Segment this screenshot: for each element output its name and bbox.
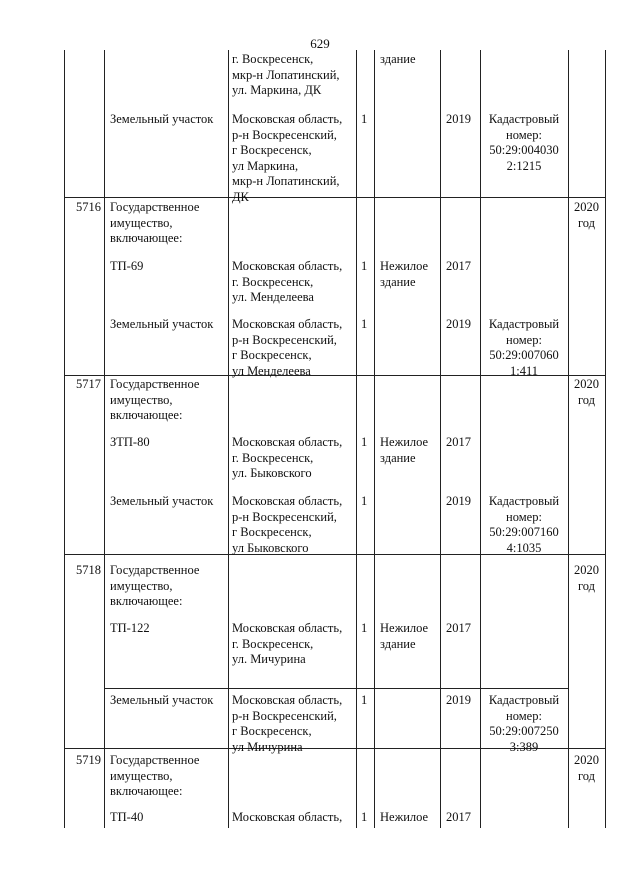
type-cell: Нежилое здание (380, 621, 429, 651)
type-cell: Нежилое (380, 810, 429, 824)
name-cell: Земельный участок (110, 112, 214, 126)
record-id: 5716 (76, 200, 101, 214)
record-id: 5719 (76, 753, 101, 767)
qty-cell: 1 (361, 810, 368, 824)
name-cell: ЗТП-80 (110, 435, 150, 449)
column-line (104, 50, 105, 828)
group-cell: Государственное имущество, включающее: (110, 377, 200, 422)
year-cell: 2017 (446, 810, 471, 824)
address-cell: г. Воскресенск, мкр-н Лопатинский, ул. Маркина, ДК (232, 52, 340, 97)
column-line (64, 50, 65, 828)
type-cell: Нежилое здание (380, 435, 429, 465)
type-cell: Нежилое здание (380, 259, 429, 289)
year-cell: 2019 (446, 494, 471, 508)
column-line (356, 50, 357, 828)
address-cell: Московская область, р-н Воскресенский, г Воскресенск, ул Маркина, мкр-н Лопатинский, ДК (232, 112, 343, 204)
year-cell: 2019 (446, 693, 471, 707)
type-cell: здание (380, 52, 416, 66)
name-cell: Земельный участок (110, 693, 214, 707)
year-cell: 2017 (446, 621, 471, 635)
column-line (568, 50, 569, 828)
column-line (440, 50, 441, 828)
year-cell: 2019 (446, 317, 471, 331)
column-line (374, 50, 375, 828)
column-line (228, 50, 229, 828)
date-cell: 2020 год (574, 377, 599, 407)
qty-cell: 1 (361, 693, 368, 707)
year-cell: 2017 (446, 259, 471, 273)
address-cell: Московская область, р-н Воскресенский, г Воскресенск, ул Менделеева (232, 317, 343, 378)
date-cell: 2020 год (574, 563, 599, 593)
page-number: 629 (310, 36, 330, 51)
group-cell: Государственное имущество, включающее: (110, 563, 200, 608)
note-cell: Кадастровый номер: 50:29:007060 1:411 (488, 317, 560, 378)
address-cell: Московская область, (232, 810, 343, 824)
address-cell: Московская область, р-н Воскресенский, г Воскресенск, ул Быковского (232, 494, 343, 555)
column-line (480, 50, 481, 828)
record-id: 5718 (76, 563, 101, 577)
address-cell: Московская область, г. Воскресенск, ул. Мичурина (232, 621, 343, 666)
qty-cell: 1 (361, 621, 368, 635)
name-cell: Земельный участок (110, 317, 214, 331)
year-cell: 2017 (446, 435, 471, 449)
row-line (104, 688, 568, 689)
note-cell: Кадастровый номер: 50:29:004030 2:1215 (488, 112, 560, 173)
note-cell: Кадастровый номер: 50:29:007250 3:389 (488, 693, 560, 754)
note-cell: Кадастровый номер: 50:29:007160 4:1035 (488, 494, 560, 555)
qty-cell: 1 (361, 112, 368, 126)
qty-cell: 1 (361, 317, 368, 331)
qty-cell: 1 (361, 494, 368, 508)
group-cell: Государственное имущество, включающее: (110, 753, 200, 798)
date-cell: 2020 год (574, 753, 599, 783)
year-cell: 2019 (446, 112, 471, 126)
name-cell: Земельный участок (110, 494, 214, 508)
address-cell: Московская область, г. Воскресенск, ул. Менделеева (232, 259, 343, 304)
qty-cell: 1 (361, 259, 368, 273)
name-cell: ТП-122 (110, 621, 150, 635)
name-cell: ТП-40 (110, 810, 144, 824)
address-cell: Московская область, р-н Воскресенский, г Воскресенск, ул Мичурина (232, 693, 343, 754)
date-cell: 2020 год (574, 200, 599, 230)
address-cell: Московская область, г. Воскресенск, ул. Быковского (232, 435, 343, 480)
qty-cell: 1 (361, 435, 368, 449)
group-cell: Государственное имущество, включающее: (110, 200, 200, 245)
record-id: 5717 (76, 377, 101, 391)
name-cell: ТП-69 (110, 259, 144, 273)
column-line (605, 50, 606, 828)
